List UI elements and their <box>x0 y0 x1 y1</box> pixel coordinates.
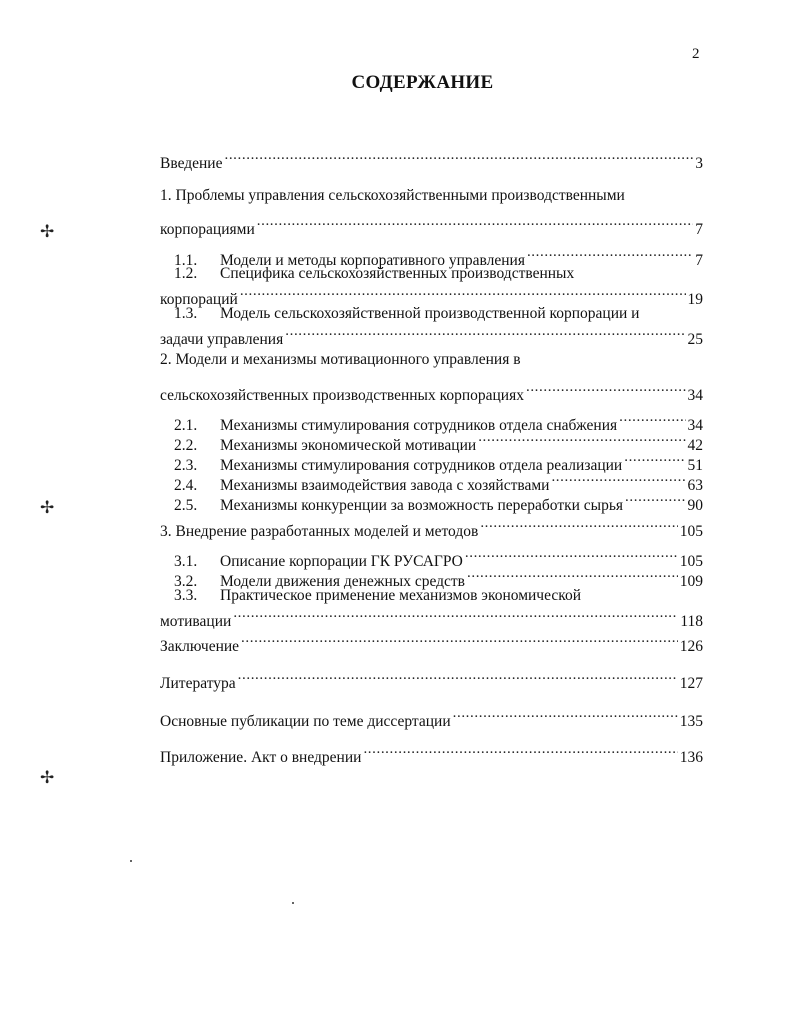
toc-page: 19 <box>687 291 703 308</box>
toc-section-3-3-line1[interactable] <box>174 586 581 606</box>
toc-page: 135 <box>679 713 703 730</box>
toc-page: 126 <box>679 638 703 655</box>
dot-leader <box>619 410 685 430</box>
toc-page: 63 <box>687 477 703 494</box>
toc-section-number: 3.2. <box>174 573 198 590</box>
toc-section-number: 3.1. <box>174 553 198 570</box>
toc-label: Механизмы конкуренции за возможность переработки сырья <box>220 497 624 514</box>
toc-section-number: 1.3. <box>174 305 198 322</box>
toc-section-2-5[interactable] <box>174 490 703 516</box>
toc-label: Описание корпорации ГК РУСАГРО <box>220 553 463 570</box>
toc-page: 105 <box>679 523 703 540</box>
toc-section-number: 3.3. <box>174 587 198 604</box>
toc-label: Механизмы стимулирования сотрудников отдела реализации <box>220 457 623 474</box>
toc-label: задачи управления <box>160 331 284 348</box>
dot-leader <box>527 245 693 265</box>
dot-leader <box>257 214 694 234</box>
toc-page: 136 <box>679 749 703 766</box>
dot-leader <box>224 148 693 168</box>
toc-chapter-1[interactable] <box>160 214 703 240</box>
dot-leader <box>480 516 677 536</box>
toc-label: Литература <box>160 675 236 692</box>
toc-section-1-3-line1[interactable] <box>174 304 639 324</box>
toc-label: Введение <box>160 155 223 172</box>
toc-label: Механизмы взаимодействия завода с хозяйствами <box>220 477 550 494</box>
toc-label: сельскохозяйственных производственных корпорациях <box>160 387 524 404</box>
toc-entry-appendix[interactable] <box>160 742 703 768</box>
toc-section-number: 2.2. <box>174 437 198 454</box>
toc-chapter-1-line1[interactable]: 1. Проблемы управления сельскохозяйственными производственными <box>160 187 625 204</box>
scan-artifact-speck <box>130 860 132 862</box>
dot-leader <box>624 450 685 470</box>
dot-leader <box>478 430 685 450</box>
toc-chapter-2-line1[interactable]: 2. Модели и механизмы мотивационного управления в <box>160 351 521 368</box>
dot-leader <box>233 606 678 626</box>
dot-leader <box>526 380 686 400</box>
toc-entry-publications[interactable] <box>160 706 703 732</box>
page-title: СОДЕРЖАНИЕ <box>351 72 494 93</box>
toc-label: Модели движения денежных средств <box>220 573 465 590</box>
toc-label: корпорациями <box>160 221 255 238</box>
toc-section-1-2-line1[interactable] <box>174 264 574 284</box>
dot-leader <box>625 490 685 510</box>
dot-leader <box>551 470 685 490</box>
scan-artifact-speck <box>292 902 294 904</box>
dot-leader <box>241 631 678 651</box>
toc-chapter-2[interactable] <box>160 380 703 406</box>
toc-label: Специфика сельскохозяйственных производственных <box>220 265 575 282</box>
toc-page: 109 <box>679 573 703 590</box>
scan-artifact-mark: ✢ <box>40 768 55 787</box>
toc-page: 3 <box>695 155 703 172</box>
toc-entry-intro[interactable] <box>160 148 703 174</box>
scan-artifact-mark: ✢ <box>40 222 55 241</box>
toc-label: Механизмы экономической мотивации <box>220 437 477 454</box>
toc-entry-literature[interactable] <box>160 668 703 694</box>
toc-label: Механизмы стимулирования сотрудников отдела снабжения <box>220 417 618 434</box>
toc-section-number: 2.5. <box>174 497 198 514</box>
toc-page: 51 <box>687 457 703 474</box>
toc-label: корпораций <box>160 291 238 308</box>
scan-artifact-mark: ✢ <box>40 498 55 517</box>
toc-section-number: 2.3. <box>174 457 198 474</box>
page-number: 2 <box>692 46 700 62</box>
dot-leader <box>285 324 685 344</box>
toc-label: мотивации <box>160 613 232 630</box>
toc-page: 42 <box>687 437 703 454</box>
toc-label: Приложение. Акт о внедрении <box>160 749 362 766</box>
toc-page: 90 <box>687 497 703 514</box>
toc-page: 105 <box>679 553 703 570</box>
toc-section-number: 1.2. <box>174 265 198 282</box>
toc-chapter-3[interactable] <box>160 516 703 542</box>
toc-label: Модели и методы корпоративного управления <box>220 252 525 269</box>
toc-label: Заключение <box>160 638 240 655</box>
toc-label: 3. Внедрение разработанных моделей и методов <box>160 523 479 540</box>
toc-page: 7 <box>695 252 703 269</box>
dot-leader <box>238 668 678 688</box>
toc-page: 25 <box>687 331 703 348</box>
toc-page: 7 <box>695 221 703 238</box>
toc-section-3-3[interactable] <box>160 606 703 632</box>
toc-entry-conclusion[interactable] <box>160 631 703 657</box>
dot-leader <box>467 566 678 586</box>
toc-page: 34 <box>687 417 703 434</box>
dot-leader <box>240 284 686 304</box>
toc-page: 34 <box>687 387 703 404</box>
dot-leader <box>465 546 678 566</box>
toc-section-number: 1.1. <box>174 252 198 269</box>
toc-section-1-3[interactable] <box>160 324 703 350</box>
toc-page: 127 <box>679 675 703 692</box>
toc-label: Практическое применение механизмов экономической <box>220 587 582 604</box>
toc-label: Основные публикации по теме диссертации <box>160 713 451 730</box>
toc-section-number: 2.1. <box>174 417 198 434</box>
dot-leader <box>453 706 678 726</box>
toc-page: 118 <box>680 613 703 630</box>
toc-section-number: 2.4. <box>174 477 198 494</box>
toc-label: Модель сельскохозяйственной производственной корпорации и <box>220 305 640 322</box>
dot-leader <box>363 742 677 762</box>
